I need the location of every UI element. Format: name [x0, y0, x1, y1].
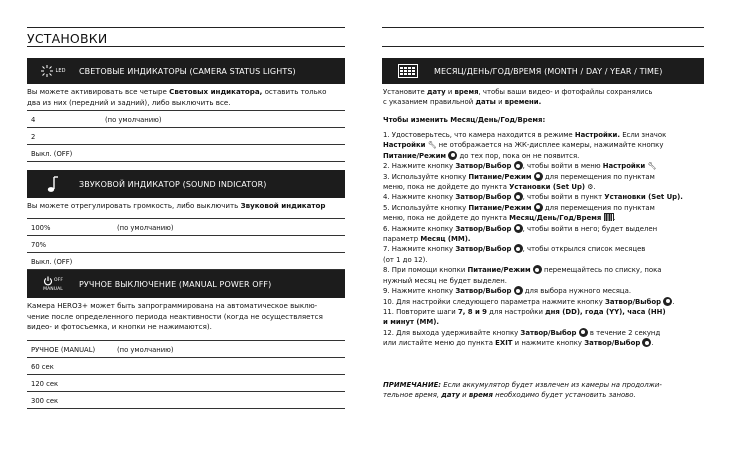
shutter-button-icon — [579, 328, 588, 337]
power-mode-button-icon — [534, 172, 543, 181]
table-row[interactable]: Выкл. (OFF) — [27, 253, 345, 270]
table-row[interactable]: РУЧНОЕ (MANUAL) (по умолчанию) — [27, 340, 345, 358]
sound-description: Вы можете отрегулировать громкость, либо выключить Звуковой индикатор — [27, 201, 326, 210]
shutter-button-icon — [514, 192, 523, 201]
sound-header-bar — [27, 170, 345, 198]
power-mode-button-icon — [534, 203, 543, 212]
step-10: 10. Для настройки следующего параметра нажмите кнопку Затвор/Выбор . — [383, 297, 675, 306]
step-4: 4. Нажмите кнопку Затвор/Выбор , чтобы войти в пункт Установки (Set Up). — [383, 193, 683, 202]
title-rule-right — [382, 46, 704, 47]
datetime-header: МЕСЯЦ/ДЕНЬ/ГОД/ВРЕМЯ (MONTH / DAY / YEAR / TIME) — [434, 66, 663, 76]
step-6: 6. Нажмите кнопку Затвор/Выбор , чтобы войти в него; будет выделен параметр Месяц (MM). — [383, 224, 658, 244]
table-row[interactable]: Выкл. (OFF) — [27, 145, 345, 162]
calendar-icon — [604, 213, 614, 221]
lights-header-bar — [27, 58, 345, 84]
shutter-button-icon — [514, 244, 523, 253]
datetime-intro: Установите дату и время, чтобы ваши видео- и фотофайлы сохранялись с указанием правильной даты и времени. — [383, 88, 653, 107]
power-mode-button-icon — [448, 151, 457, 160]
lights-description: Вы можете активировать все четыре Световых индикатора, оставить только два из них (передний и задний), либо выключить все. — [27, 87, 327, 107]
wrench-icon: 🔧︎ — [427, 141, 437, 150]
step-9: 9. Нажмите кнопку Затвор/Выбор для выбора нужного месяца. — [383, 287, 632, 296]
step-7: 7. Нажмите кнопку Затвор/Выбор , чтобы открылся список месяцев (от 1 до 12). — [383, 245, 646, 264]
music-note-icon — [27, 175, 79, 193]
power-header-bar — [27, 270, 345, 298]
datetime-steps — [383, 130, 705, 349]
table-row[interactable]: 300 сек — [27, 392, 345, 409]
step-3: 3. Используйте кнопку Питание/Режим для перемещения по пунктам меню, пока не дойдете до пункта Установки (Set Up) ⚙. — [383, 172, 655, 192]
power-options-table — [27, 340, 345, 409]
table-row[interactable]: 100% (по умолчанию) — [27, 218, 345, 236]
step-2: 2. Нажмите кнопку Затвор/Выбор , чтобы войти в меню Настройки 🔧︎ — [383, 162, 657, 171]
step-5: 5. Используйте кнопку Питание/Режим для перемещения по пунктам меню, пока не дойдете до пункта Месяц/День/Год/Время . — [383, 203, 655, 223]
top-rule-right — [382, 27, 704, 28]
power-icon-off: OFF — [53, 277, 64, 283]
power-mode-button-icon — [533, 265, 542, 274]
led-icon-label: LED — [55, 68, 66, 74]
step-11: 11. Повторите шаги 7, 8 и 9 для настройки дня (DD), года (YY), часа (HH) и минут (MM). — [383, 307, 666, 327]
datetime-header-bar — [382, 58, 704, 84]
step-12: 12. Для выхода удерживайте кнопку Затвор/Выбор в течение 2 секунд или листайте меню до пункта EXIT и нажмите кнопку Затвор/Выбор . — [383, 328, 661, 348]
step-1: 1. Удостоверьтесь, что камера находится в режиме Настройки. Если значок Настройки 🔧︎ не отображается на ЖК-дисплее камеры, нажимайте кнопку Питание/Режим до тех пор, пока он не появится. — [383, 131, 667, 160]
shutter-button-icon — [663, 297, 672, 306]
power-header: РУЧНОЕ ВЫКЛЮЧЕНИЕ (MANUAL POWER OFF) — [79, 279, 272, 289]
power-icon-manual: MANUAL — [43, 286, 63, 292]
table-row[interactable]: 120 сек — [27, 375, 345, 392]
lights-header: СВЕТОВЫЕ ИНДИКАТОРЫ (CAMERA STATUS LIGHTS) — [79, 66, 296, 76]
led-icon — [27, 64, 79, 78]
calendar-icon — [382, 64, 434, 78]
datetime-note: ПРИМЕЧАНИЕ: Если аккумулятор будет извлечен из камеры на продолжи- тельное время, дату и время необходимо будет установить заново. — [383, 381, 662, 400]
sound-options-table — [27, 218, 345, 270]
title-rule-left — [27, 46, 345, 47]
shutter-button-icon — [514, 286, 523, 295]
datetime-subhead: Чтобы изменить Месяц/День/Год/Время: — [383, 116, 546, 124]
page-title: УСТАНОВКИ — [27, 31, 108, 46]
step-8: 8. При помощи кнопки Питание/Режим перемещайтесь по списку, пока нужный месяц не будет выделен. — [383, 266, 662, 285]
power-description: Камера HERO3+ может быть запрограммирована на автоматическое выклю- чение после определенного периода неактивности (когда не осуществляется видео- и фотосъемка, и кнопки не нажимаются). — [27, 301, 323, 332]
setup-icon: ⚙ — [587, 183, 594, 192]
wrench-icon: 🔧︎ — [647, 162, 657, 171]
shutter-button-icon — [642, 338, 651, 347]
table-row[interactable]: 60 сек — [27, 358, 345, 375]
table-row[interactable]: 4 (по умолчанию) — [27, 110, 345, 128]
table-row[interactable]: 2 — [27, 128, 345, 145]
power-icon — [27, 276, 79, 293]
top-rule-left — [27, 27, 345, 28]
shutter-button-icon — [514, 224, 523, 233]
table-row[interactable]: 70% — [27, 236, 345, 253]
shutter-button-icon — [514, 161, 523, 170]
lights-options-table — [27, 110, 345, 162]
sound-header: ЗВУКОВОЙ ИНДИКАТОР (SOUND INDICATOR) — [79, 179, 267, 189]
